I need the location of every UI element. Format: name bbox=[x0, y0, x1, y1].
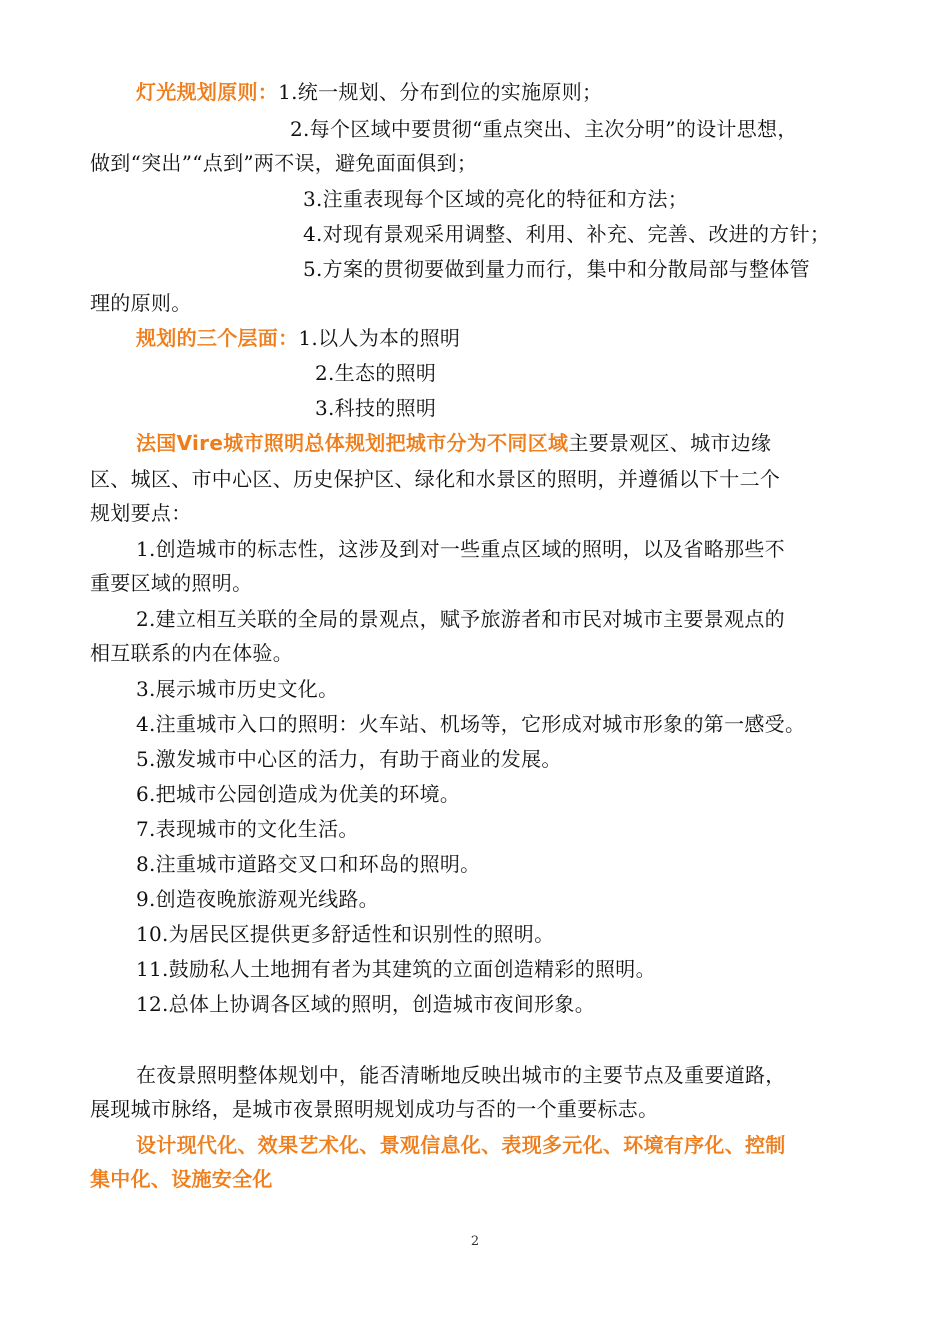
point-11: 11.鼓励私人土地拥有者为其建筑的立面创造精彩的照明。 bbox=[136, 957, 656, 981]
point-4: 4.注重城市入口的照明：火车站、机场等，它形成对城市形象的第一感受。 bbox=[136, 712, 806, 736]
vire-intro-b: 区、城区、市中心区、历史保护区、绿化和水景区的照明，并遵循以下十二个 bbox=[90, 467, 781, 491]
point-1-line-a: 1.创造城市的标志性，这涉及到对一些重点区域的照明，以及省略那些不 bbox=[136, 537, 785, 561]
principles-heading: 灯光规划原则： bbox=[136, 80, 279, 104]
point-2-line-b: 相互联系的内在体验。 bbox=[90, 641, 293, 665]
page-number: 2 bbox=[470, 1234, 480, 1249]
slogan-line-a: 设计现代化、效果艺术化、景观信息化、表现多元化、环境有序化、控制 bbox=[136, 1133, 786, 1157]
levels-line-1 bbox=[136, 325, 460, 351]
principles-line-1 bbox=[136, 79, 602, 105]
point-10: 10.为居民区提供更多舒适性和识别性的照明。 bbox=[136, 922, 555, 946]
point-12: 12.总体上协调各区域的照明，创造城市夜间形象。 bbox=[136, 992, 596, 1016]
levels-heading: 规划的三个层面： bbox=[136, 326, 299, 350]
vire-intro-c: 规划要点： bbox=[90, 501, 192, 525]
point-2-line-a: 2.建立相互关联的全局的景观点，赋予旅游者和市民对城市主要景观点的 bbox=[136, 607, 785, 631]
point-5: 5.激发城市中心区的活力，有助于商业的发展。 bbox=[136, 747, 562, 771]
principle-5-line-b: 理的原则。 bbox=[90, 291, 192, 315]
point-7: 7.表现城市的文化生活。 bbox=[136, 817, 359, 841]
conclusion-line-a: 在夜景照明整体规划中，能否清晰地反映出城市的主要节点及重要道路， bbox=[136, 1063, 786, 1087]
conclusion-line-b: 展现城市脉络，是城市夜景照明规划成功与否的一个重要标志。 bbox=[90, 1097, 659, 1121]
point-8: 8.注重城市道路交叉口和环岛的照明。 bbox=[136, 852, 481, 876]
vire-intro-a: 主要景观区、城市边缘 bbox=[568, 431, 772, 455]
point-9: 9.创造夜晚旅游观光线路。 bbox=[136, 887, 379, 911]
principle-3: 3.注重表现每个区域的亮化的特征和方法； bbox=[303, 187, 689, 211]
level-1: 1.以人为本的照明 bbox=[298, 326, 461, 350]
vire-heading: 法国Vire城市照明总体规划把城市分为不同区域 bbox=[136, 431, 569, 455]
slogan-line-b: 集中化、设施安全化 bbox=[90, 1167, 273, 1191]
principle-2-line-b: 做到“突出”“点到”两不误，避免面面俱到； bbox=[90, 151, 478, 175]
principle-5-line-a: 5.方案的贯彻要做到量力而行，集中和分散局部与整体管 bbox=[303, 257, 810, 281]
principle-4: 4.对现有景观采用调整、利用、补充、完善、改进的方针； bbox=[303, 222, 831, 246]
principle-1: 1.统一规划、分布到位的实施原则； bbox=[278, 80, 603, 104]
principle-2-line-a: 2.每个区域中要贯彻“重点突出、主次分明”的设计思想， bbox=[290, 117, 798, 141]
point-1-line-b: 重要区域的照明。 bbox=[90, 571, 253, 595]
level-3: 3.科技的照明 bbox=[315, 396, 437, 420]
point-3: 3.展示城市历史文化。 bbox=[136, 677, 339, 701]
level-2: 2.生态的照明 bbox=[315, 361, 437, 385]
point-6: 6.把城市公园创造成为优美的环境。 bbox=[136, 782, 461, 806]
vire-line-1 bbox=[136, 430, 771, 456]
